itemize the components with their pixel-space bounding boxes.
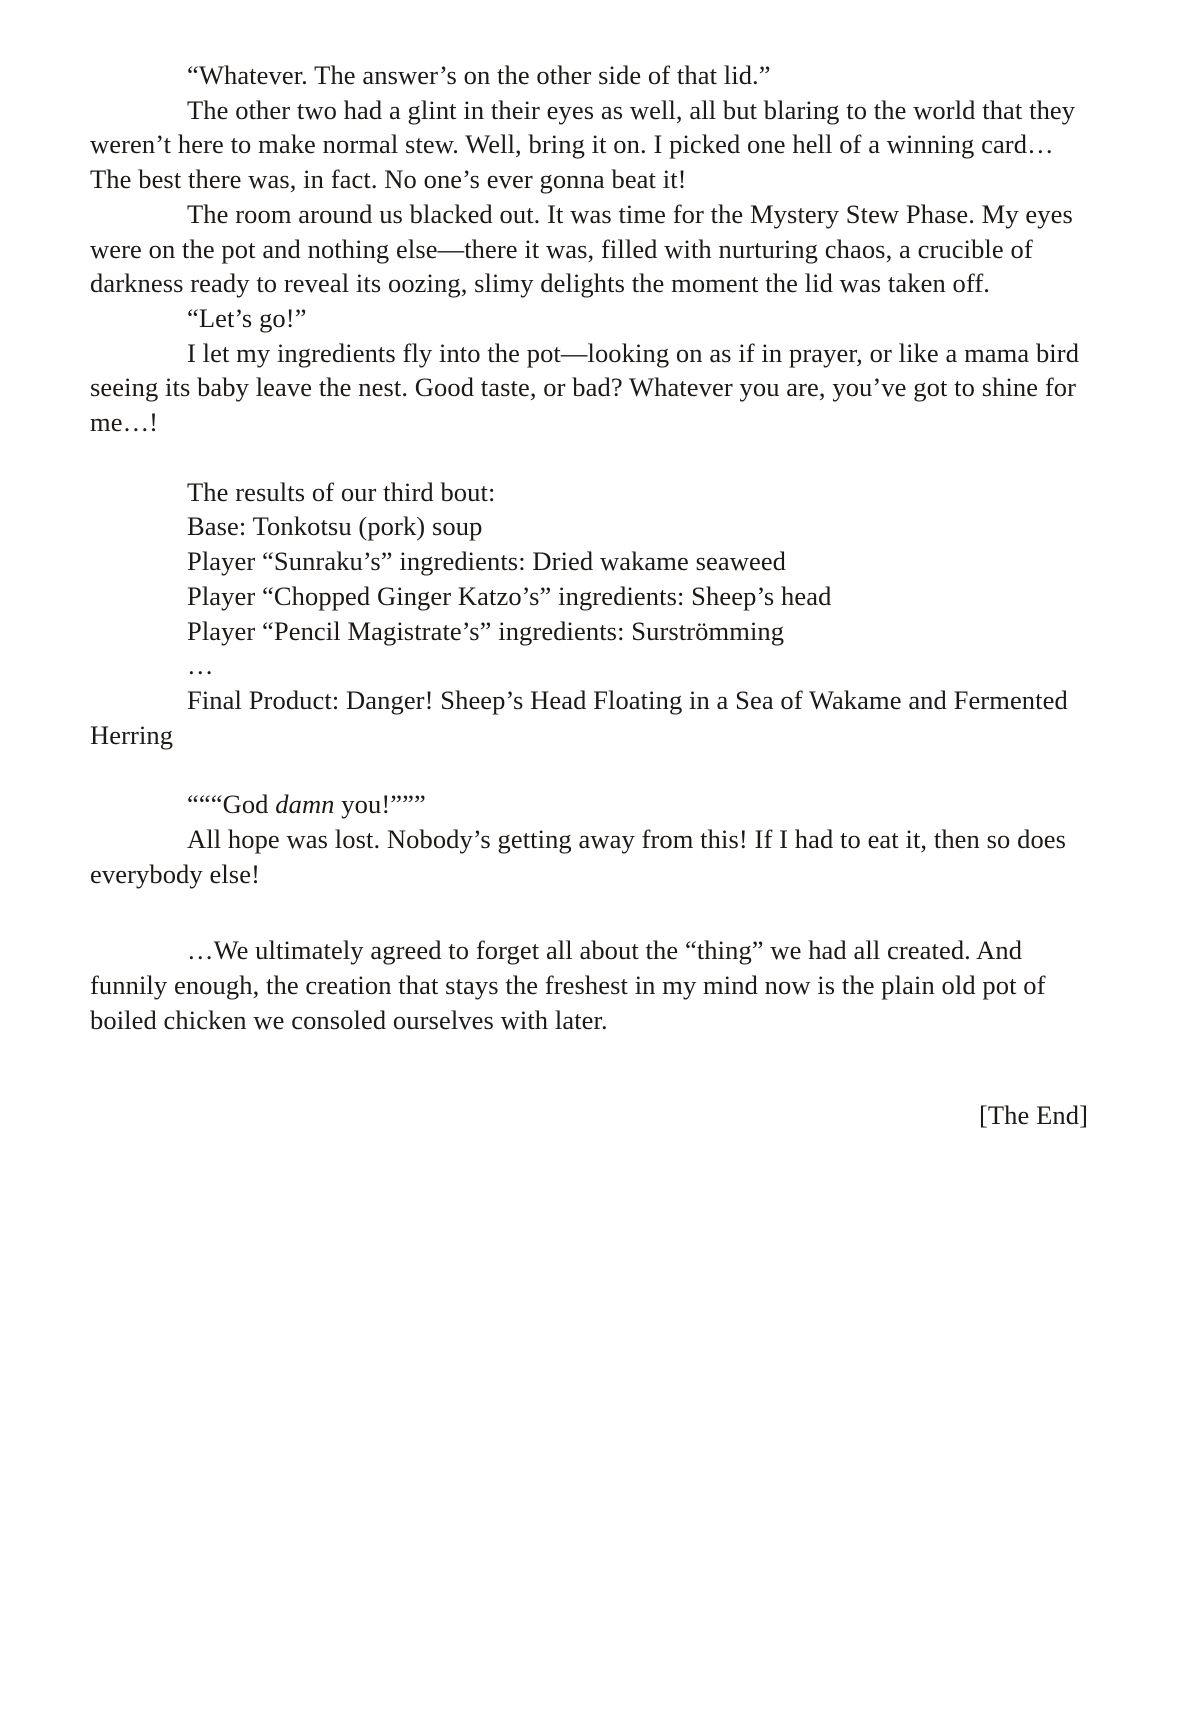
results-final-product-line: Final Product: Danger! Sheep’s Head Floating in a Sea of Wakame and Fermented Herring — [90, 684, 1068, 750]
paragraph-dialogue-lid: “Whatever. The answer’s on the other side of that lid.” — [187, 60, 771, 90]
paragraph-dialogue-lets-go: “Let’s go!” — [187, 302, 307, 333]
results-player-katzo-line: Player “Chopped Ginger Katzo’s” ingredients: Sheep’s head — [187, 580, 832, 611]
results-ellipsis-line: … — [187, 650, 214, 681]
results-base-line: Base: Tonkotsu (pork) soup — [187, 511, 483, 542]
paragraph-all-hope-lost: All hope was lost. Nobody’s getting away from this! If I had to eat it, then so does everybody else! — [90, 824, 1067, 889]
shout-emphasis: damn — [275, 789, 335, 820]
the-end-mark: [The End] — [978, 1099, 1088, 1130]
paragraph-winning-card: The other two had a glint in their eyes as well, all but blaring to the world that they weren’t here to make normal stew. Well, bring it on. I picked one hell of a winning card… The best there was, in fact. No one’s ever gonna beat it! — [90, 94, 1076, 195]
paragraph-ingredients-fly: I let my ingredients fly into the pot—looking on as if in prayer, or like a mama bird seeing its baby leave the nest. Good taste, or bad? Whatever you are, you’ve got to shine for me…! — [90, 337, 1080, 438]
results-intro-line: The results of our third bout: — [187, 476, 496, 507]
shout-pre: “““God — [187, 789, 276, 820]
paragraph-epilogue: …We ultimately agreed to forget all about the “thing” we had all created. And funnily enough, the creation that stays the freshest in my mind now is the plain old pot of boiled chicken we consoled ourselves with later. — [90, 935, 1046, 1035]
results-player-pencil-line: Player “Pencil Magistrate’s” ingredients: Surströmming — [187, 615, 785, 646]
paragraph-shout — [90, 787, 1088, 822]
results-player-sunraku-line: Player “Sunraku’s” ingredients: Dried wakame seaweed — [187, 546, 787, 577]
shout-post: you!””” — [334, 789, 426, 820]
paragraph-mystery-stew-phase: The room around us blacked out. It was time for the Mystery Stew Phase. My eyes were on the pot and nothing else—there it was, filled with nurturing chaos, a crucible of darkness ready to reveal its oozing, slimy delights the moment the lid was taken off. — [90, 198, 1073, 299]
